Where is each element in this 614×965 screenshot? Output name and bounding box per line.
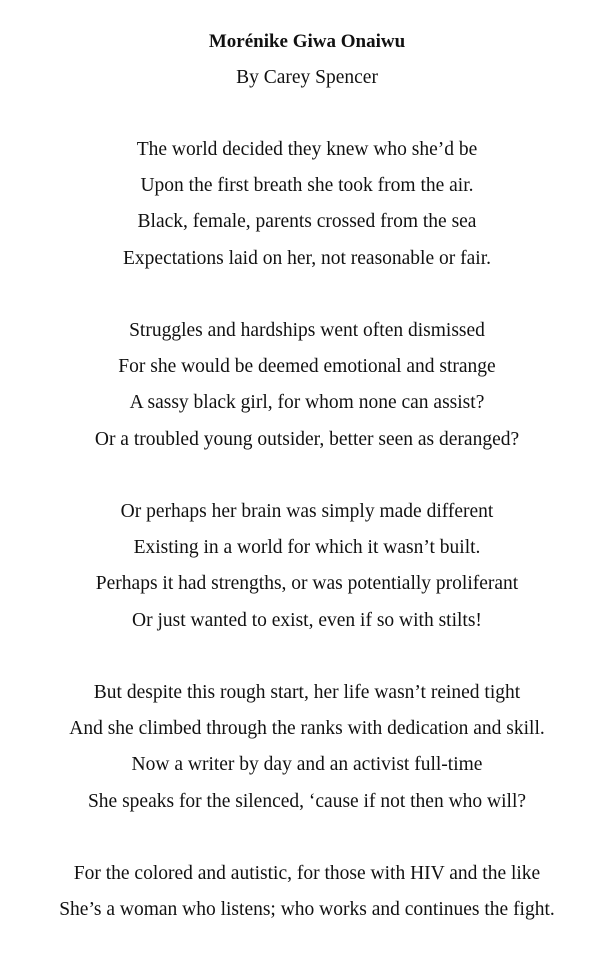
poem-line: Or just wanted to exist, even if so with stilts! <box>132 609 482 631</box>
poem-line: Now a writer by day and an activist full-time <box>131 754 483 776</box>
poem-line: Or perhaps her brain was simply made different <box>120 501 494 522</box>
poem-line: A sassy black girl, for whom none can assist? <box>129 392 485 414</box>
stanza-2 <box>0 320 614 465</box>
poem-line: But despite this rough start, her life wasn’t reined tight <box>93 682 521 703</box>
poem-line: And she climbed through the ranks with dedication and skill. <box>69 718 545 740</box>
poem-line: For she would be deemed emotional and strange <box>118 356 496 378</box>
poem-byline: By Carey Spencer <box>236 67 378 88</box>
poem-line: Upon the first breath she took from the air. <box>140 175 474 197</box>
stanza-3 <box>0 501 614 646</box>
poem-title: Morénike Giwa Onaiwu <box>208 31 406 52</box>
poem-line: Expectations laid on her, not reasonable or fair. <box>123 247 491 269</box>
stanza-1 <box>0 139 614 284</box>
poem-line: She’s a woman who listens; who works and continues the fight. <box>59 899 555 921</box>
poem-line: Existing in a world for which it wasn’t built. <box>133 537 481 559</box>
poem-line: Black, female, parents crossed from the sea <box>137 211 477 233</box>
poem-line: Struggles and hardships went often dismissed <box>129 320 485 341</box>
stanza-4 <box>0 682 614 827</box>
poem-line: She speaks for the silenced, ‘cause if not then who will? <box>87 790 527 812</box>
poem-line: The world decided they knew who she’d be <box>136 139 478 160</box>
poem-line: For the colored and autistic, for those with HIV and the like <box>73 863 541 884</box>
stanza-5 <box>0 863 614 935</box>
poem-line: Perhaps it had strengths, or was potentially proliferant <box>95 573 519 595</box>
poem-line: Or a troubled young outsider, better seen as deranged? <box>94 428 520 450</box>
